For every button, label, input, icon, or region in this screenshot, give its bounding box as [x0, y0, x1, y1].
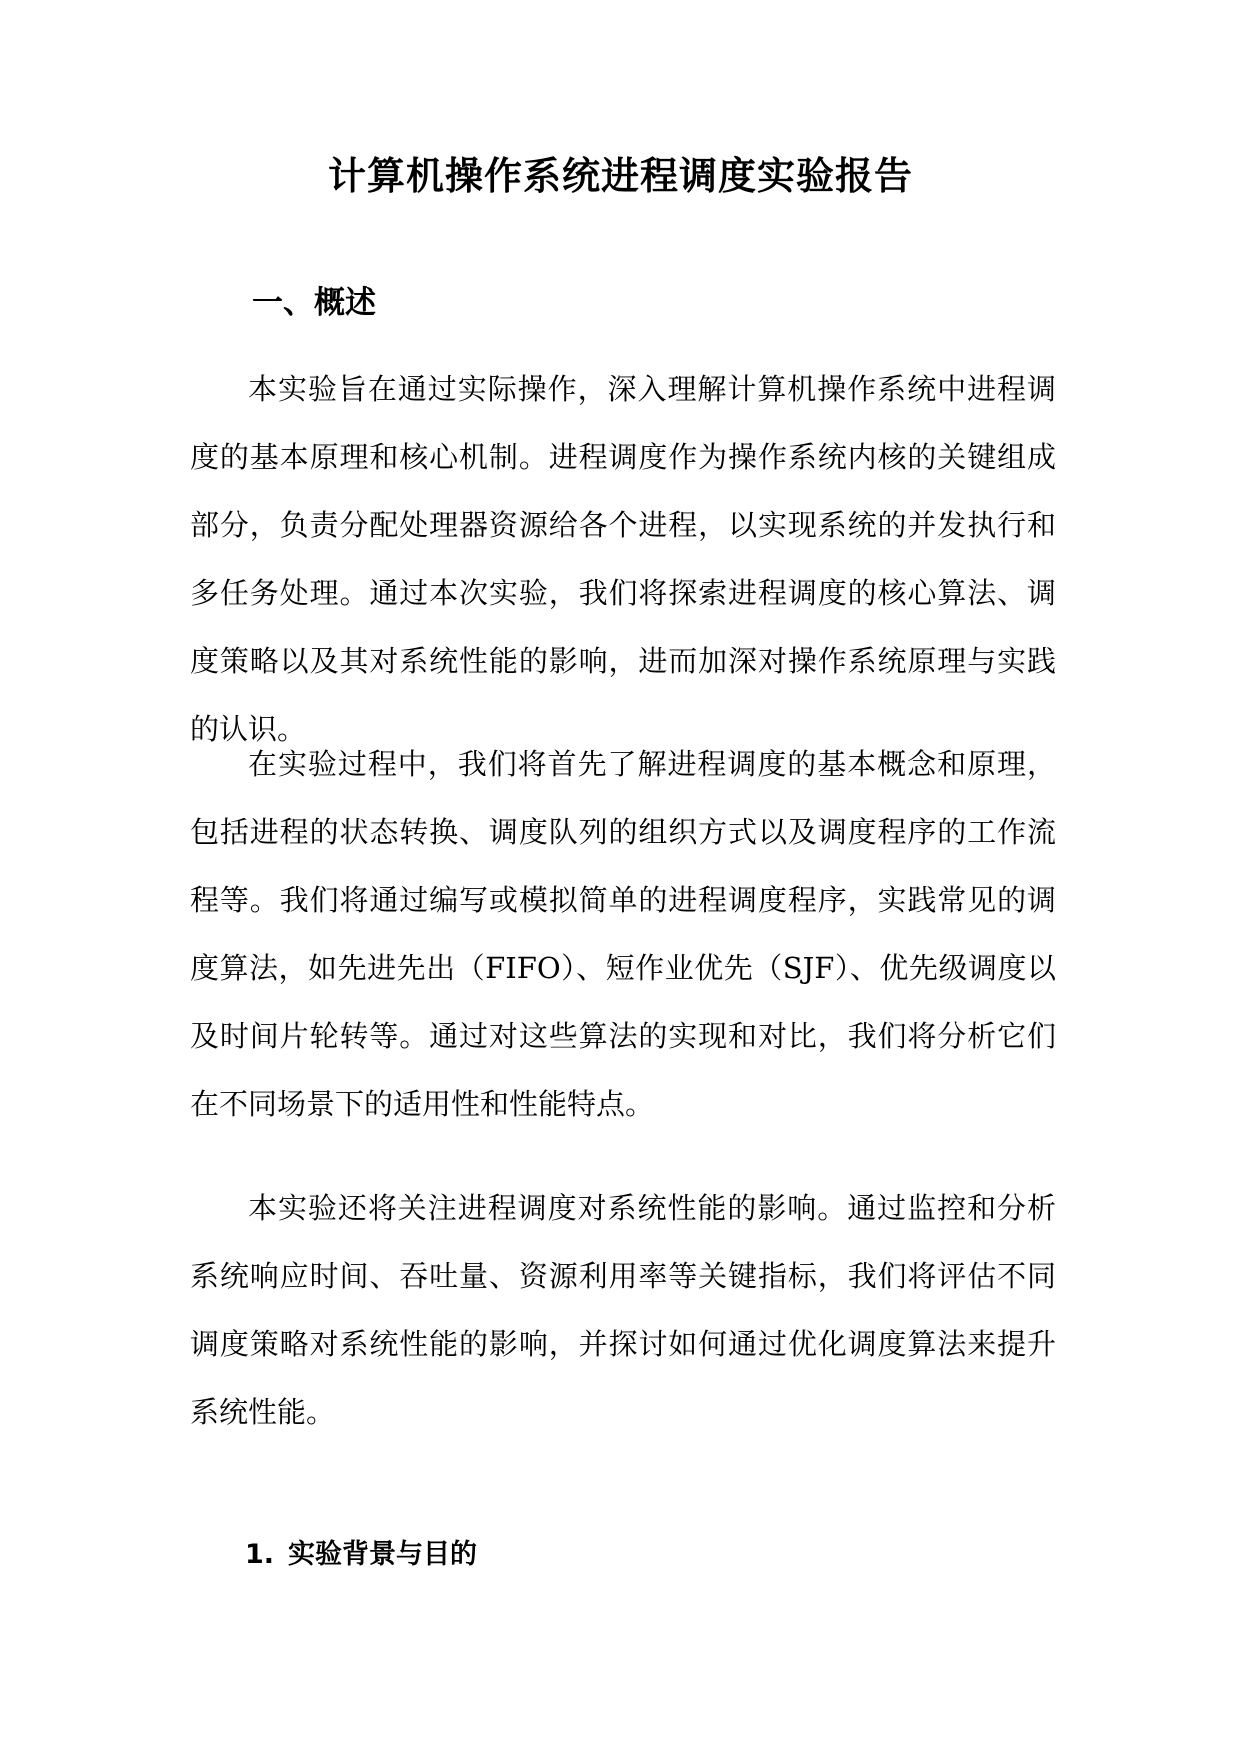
document-title: 计算机操作系统进程调度实验报告: [327, 154, 913, 198]
subsection-title: 实验背景与目的: [288, 1539, 478, 1570]
section-heading-overview: 一、概述: [252, 285, 376, 321]
subsection-heading: [245, 1535, 477, 1575]
paragraph-2: 在实验过程中，我们将首先了解进程调度的基本概念和原理，包括进程的状态转换、调度队列的组织方式以及调度程序的工作流程等。我们将通过编写或模拟简单的进程调度程序，实践常见的调度算法，如先进先出（FIFO）、短作业优先（SJF）、优先级调度以及时间片轮转等。通过对这些算法的实现和对比，我们将分析它们在不同场景下的适用性和性能特点。: [190, 747, 1056, 1121]
subsection-number: 1.: [245, 1539, 275, 1570]
paragraph-3: 本实验还将关注进程调度对系统性能的影响。通过监控和分析系统响应时间、吞吐量、资源利用率等关键指标，我们将评估不同调度策略对系统性能的影响，并探讨如何通过优化调度算法来提升系统性能。: [190, 1191, 1056, 1429]
paragraph-1: 本实验旨在通过实际操作，深入理解计算机操作系统中进程调度的基本原理和核心机制。进程调度作为操作系统内核的关键组成部分，负责分配处理器资源给各个进程，以实现系统的并发执行和多任务处理。通过本次实验，我们将探索进程调度的核心算法、调度策略以及其对系统性能的影响，进而加深对操作系统原理与实践的认识。: [190, 372, 1056, 746]
